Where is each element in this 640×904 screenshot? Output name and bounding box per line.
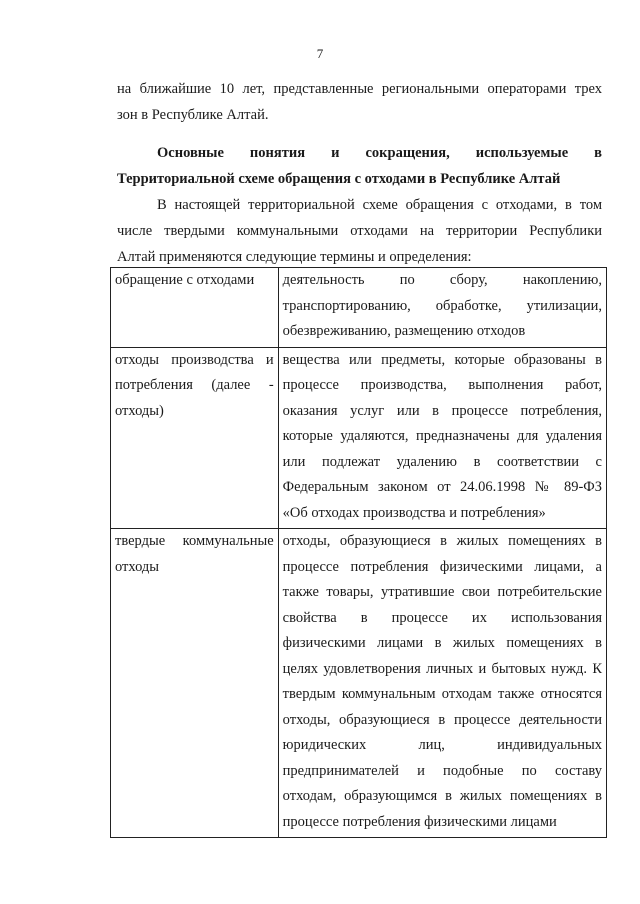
definition-line: или подлежат удалению в соответствии с	[282, 453, 602, 470]
definition-line: отходы, образующиеся в жилых помещениях в	[282, 533, 602, 549]
definition-line: обезвреживанию, размещению отходов	[282, 323, 526, 339]
section-heading	[117, 140, 602, 192]
term-cell	[111, 347, 279, 529]
page-number: 7	[316, 46, 324, 61]
term-cell	[111, 268, 279, 348]
definition-line: деятельность по сбору, накоплению,	[282, 272, 602, 288]
definition-line: предпринимателей и подобные по составу	[282, 762, 602, 779]
definition-line: «Об отходах производства и потребления»	[282, 504, 546, 521]
definition-line: транспортированию, обработке, утилизации,	[282, 297, 602, 314]
definition-line: отходам, образующимся в жилых помещениях в	[282, 788, 602, 804]
definition-line: которые удаляются, предназначены для удаления	[282, 428, 602, 444]
definition-line: оказания услуг или в процессе потребления,	[282, 402, 602, 419]
term-line: отходы)	[115, 402, 164, 419]
definition-line: процессе производства, выполнения работ,	[282, 377, 602, 393]
definition-line: вещества или предметы, которые образованы в	[282, 351, 602, 368]
paragraph-line: В настоящей территориальной схеме обращения с отходами, в том	[157, 197, 602, 213]
definition-line: твердым коммунальным отходам также относятся	[282, 686, 602, 702]
definition-cell	[278, 347, 606, 529]
intro-text	[117, 76, 602, 128]
definition-line: процессе потребления физическими лицами, а	[282, 558, 602, 575]
paragraph-line: Алтай применяются следующие термины и определения:	[117, 249, 472, 265]
term-line: отходы производства и	[115, 351, 274, 368]
definition-cell	[278, 529, 606, 838]
definition-line: также товары, утратившие свои потребительские	[282, 584, 602, 600]
definition-line: отходы, образующиеся в процессе деятельности	[282, 711, 602, 728]
intro-line: зон в Республике Алтай.	[117, 107, 269, 123]
table-row	[111, 268, 607, 348]
table-row	[111, 347, 607, 529]
definition-line: процессе потребления физическими лицами	[282, 813, 557, 830]
terms-table	[110, 267, 607, 838]
definition-line: целях удовлетворения личных и бытовых нужд. К	[282, 660, 602, 677]
definition-line: Федеральным законом от 24.06.1998 № 89-ФЗ	[282, 479, 602, 495]
paragraph-line: числе твердыми коммунальными отходами на территории Республики	[117, 223, 602, 239]
definition-cell	[278, 268, 606, 348]
definition-line: юридических лиц, индивидуальных	[282, 737, 602, 753]
term-line: отходы	[115, 558, 160, 575]
term-line: обращение с отходами	[115, 272, 255, 288]
table-row	[111, 529, 607, 838]
heading-line: Основные понятия и сокращения, используемые в	[157, 145, 602, 161]
definition-line: свойства в процессе их использования	[282, 609, 602, 626]
heading-line: Территориальной схеме обращения с отходами в Республике Алтай	[117, 171, 561, 187]
definition-line: физическими лицами в жилых помещениях в	[282, 635, 602, 651]
intro-line: на ближайшие 10 лет, представленные региональными операторами трех	[117, 81, 602, 97]
term-line: твердые коммунальные	[115, 533, 274, 549]
intro-paragraph	[117, 192, 602, 270]
term-cell	[111, 529, 279, 838]
term-line: потребления (далее -	[115, 377, 274, 393]
